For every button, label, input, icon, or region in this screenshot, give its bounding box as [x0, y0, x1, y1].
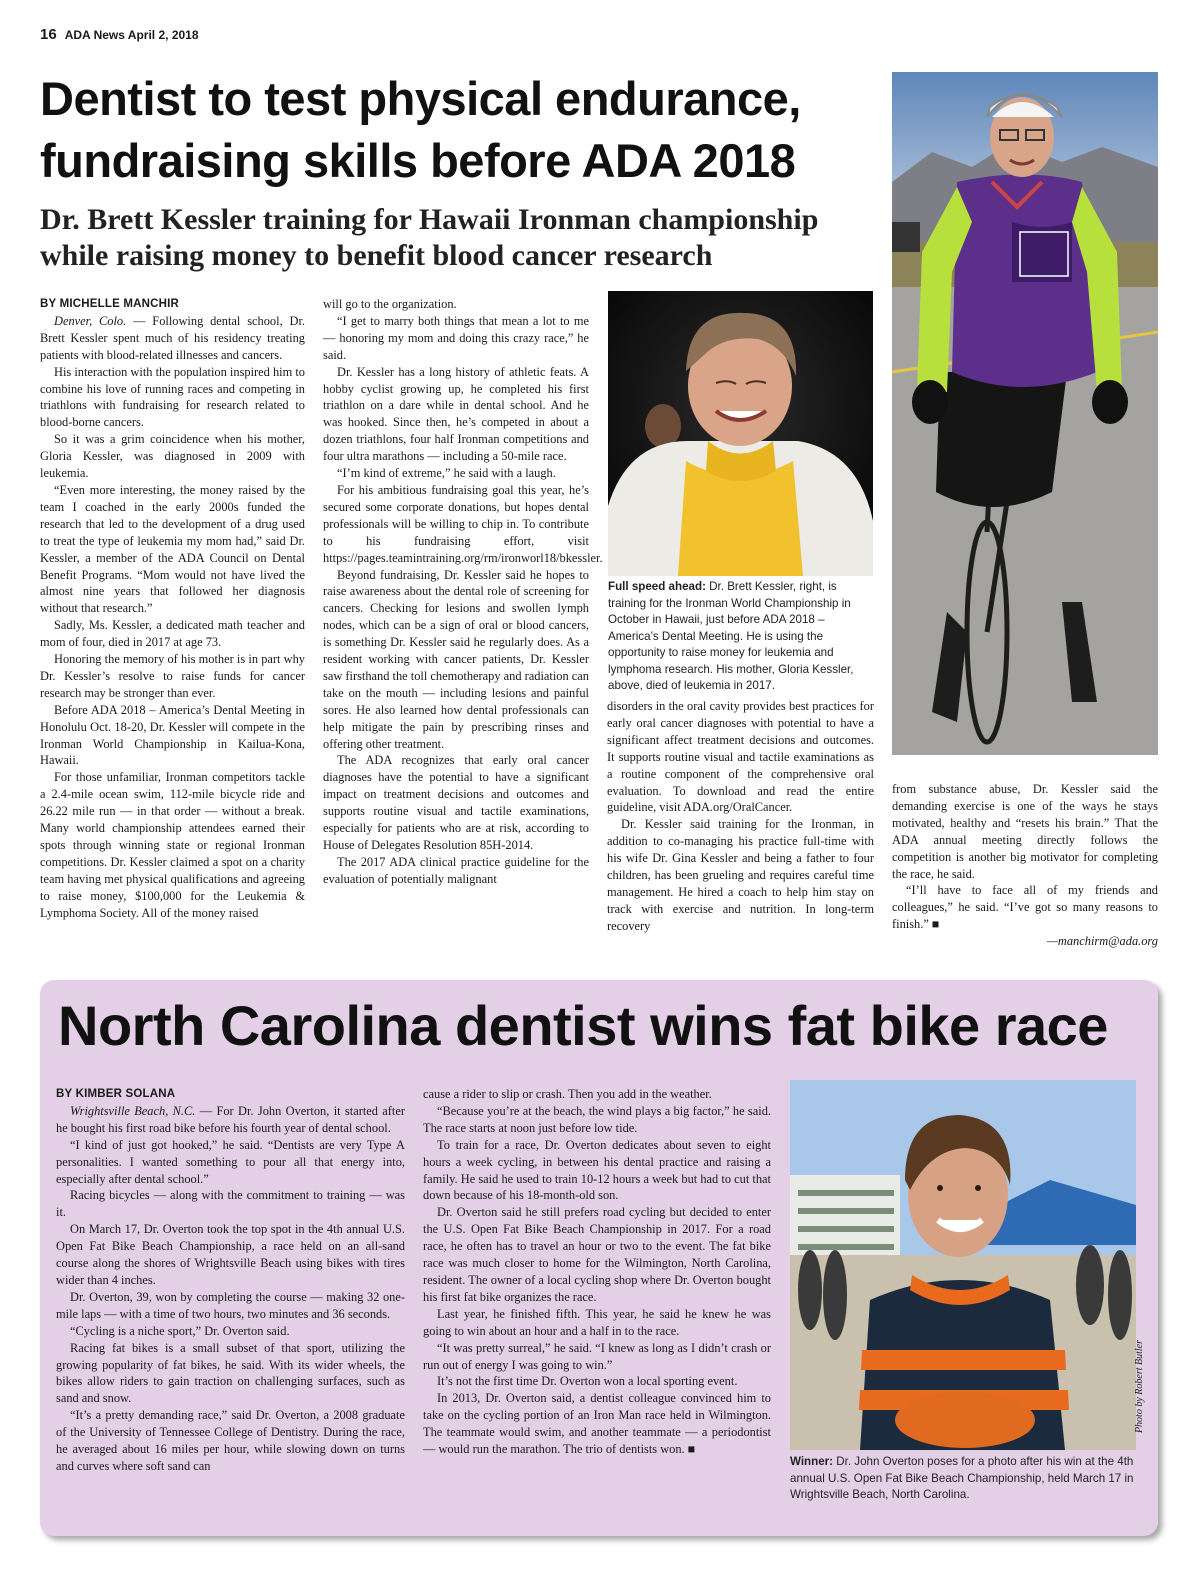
- paragraph: Racing fat bikes is a small subset of that sport, utilizing the growing popularity of fat bikes, he said. With its wider wheels, the bikes allow riders to gain traction on challenging surfaces, such as sand and snow.: [56, 1340, 405, 1406]
- photo-brett-kessler: [892, 72, 1158, 755]
- article2-headline: North Carolina dentist wins fat bike race: [58, 994, 1108, 1057]
- deck-line-2: while raising money to benefit blood cancer research: [40, 239, 713, 272]
- paragraph: Dr. Overton, 39, won by completing the course — making 32 one-mile laps — with a time of two hours, two minutes and 36 seconds.: [56, 1289, 405, 1321]
- caption-lead: Winner:: [790, 1455, 834, 1468]
- page-folio: [40, 26, 199, 43]
- article1-column-2: [323, 296, 603, 888]
- paragraph: For his ambitious fundraising goal this year, he’s secured some corporate donations, but hopes dental professionals will be willing to chip in. To contribute to his fundraising effort, visit https://pages.teamintraining.org/rm/ironworl18/bkessler.: [323, 482, 603, 565]
- paragraph: will go to the organization.: [323, 297, 457, 311]
- author-email: —manchirm@ada.org: [1046, 934, 1158, 949]
- paragraph: cause a rider to slip or crash. Then you add in the weather.: [423, 1087, 712, 1101]
- paragraph: His interaction with the population inspired him to combine his love of running races and competing in triathlons with fundraising for research related to blood-borne cancers.: [40, 364, 305, 430]
- paragraph: Honoring the memory of his mother is in part why Dr. Kessler’s resolve to raise funds for cancer research may be stronger than ever.: [40, 652, 305, 700]
- caption-lead: Full speed ahead:: [608, 580, 706, 593]
- headline-line-1: Dentist to test physical endurance,: [40, 72, 801, 125]
- paragraph: So it was a grim coincidence when his mother, Gloria Kessler, was diagnosed in 2009 with leukemia.: [40, 432, 305, 481]
- headline-line-2: fundraising skills before ADA 2018: [40, 134, 796, 187]
- paragraph: Dr. Overton said he still prefers road cycling but decided to enter the U.S. Open Fat Bike Beach Championship in 2017. For a road race, he often has to travel an hour or two to the event. The fat bike race was much closer to home for the Wilmington, North Carolina, resident. The owner of a local cycling shop where Dr. Overton bought his first fat bike organizes the race.: [423, 1205, 771, 1304]
- paragraph: It’s not the first time Dr. Overton won a local sporting event.: [437, 1374, 738, 1389]
- paragraph: The ADA recognizes that early oral cancer diagnoses have the potential to have a significant impact on treatment decisions and outcomes and supports routine visual and tactile examinations, especially for patients who are at risk, according to House of Delegates Resolution 85H-2014.: [323, 753, 589, 852]
- byline: BY MICHELLE MANCHIR: [40, 298, 180, 310]
- paragraph: In 2013, Dr. Overton said, a dentist colleague convinced him to take on the cycling portion of an Iron Man race held in Wilmington. The teammate would swim, and another teammate — a periodontist — would run the marathon. The trio of dentists won. ■: [423, 1391, 771, 1457]
- article1-column-1: [40, 296, 305, 922]
- byline: BY KIMBER SOLANA: [56, 1088, 176, 1100]
- paragraph: “It’s a pretty demanding race,” said Dr. Overton, a 2008 graduate of the University of Tennessee College of Dentistry. During the race, he averaged about 16 miles per hour, while slowing down on turns and curves where soft sand can: [56, 1408, 405, 1473]
- paragraph: Wrightsville Beach, N.C. — For Dr. John Overton, it started after he bought his first road bike before his fourth year of dental school.: [56, 1103, 405, 1135]
- article1-deck: [40, 202, 880, 274]
- paragraph: “Cycling is a niche sport,” Dr. Overton said.: [70, 1323, 290, 1338]
- winner-illustration: [790, 1080, 1136, 1450]
- paragraph: from substance abuse, Dr. Kessler said the demanding exercise is one of the ways he stays motivated, healthy and “resets his brain.” That the ADA annual meeting directly follows the competition is another big motivator for completing the race, he said.: [892, 782, 1158, 881]
- paragraph: “Because you’re at the beach, the wind plays a big factor,” he said. The race starts at noon just before low tide.: [423, 1103, 771, 1135]
- paragraph: The 2017 ADA clinical practice guideline for the evaluation of potentially malignant: [323, 854, 589, 886]
- paragraph: “I get to marry both things that mean a lot to me — honoring my mom and doing this crazy race,” he said.: [323, 313, 589, 362]
- page-number: 16: [40, 26, 57, 43]
- paragraph: “Even more interesting, the money raised by the team I coached in the early 2000s funded the research that led to the development of a drug used to treat the type of leukemia my mom had,” said Dr. Kessler, a member of the ADA Council on Dental Benefit Programs. “Mom would not have lived the almost nine years that followed her diagnosis without that research.”: [40, 482, 305, 616]
- photo-gloria-kessler: [608, 291, 873, 576]
- paragraph: Dr. Kessler has a long history of athletic feats. A hobby cyclist growing up, he completed his first triathlon on a dare while in dental school. And he was hooked. Since then, he’s competed in about a dozen triathlons, four half Ironman competitions and four ultra marathons — including a 50-mile race.: [323, 364, 589, 464]
- article1-column-4: [892, 781, 1158, 950]
- paragraph: Sadly, Ms. Kessler, a dedicated math teacher and mom of four, died in 2017 at age 73.: [40, 618, 305, 650]
- paragraph: disorders in the oral cavity provides best practices for early oral cancer diagnoses with potential to have a significant affect treatment decisions and outcomes. It supports routine visual and tactile examinations as a routine component of the comprehensive oral evaluation. To download and read the entire guideline, visit ADA.org/OralCancer.: [607, 699, 874, 815]
- paragraph: Beyond fundraising, Dr. Kessler said he hopes to raise awareness about the dental role of screening for cancers. Checking for lesions and swollen lymph nodes, which can be a sign of oral or blood cancers, is something Dr. Kessler said he regularly does. As a resident working with cancer patients, Dr. Kessler saw firsthand the toll chemotherapy and radiation can take on the mouth — including lesions and painful sores. He also learned how dental professionals can help mitigate the pain by prescribing rinses and offering other treatment.: [323, 567, 589, 751]
- paragraph: “It was pretty surreal,” he said. “I knew as long as I didn’t crash or run out of energy I was going to win.”: [423, 1340, 771, 1372]
- paragraph: Denver, Colo. — Following dental school, Dr. Brett Kessler spent much of his residency treating patients with blood-related illnesses and cancers.: [40, 313, 305, 362]
- paragraph: “I’ll have to face all of my friends and colleagues,” he said. “I’ve got so many reasons to finish.” ■: [892, 883, 1158, 932]
- paragraph: Before ADA 2018 – America’s Dental Meeting in Honolulu Oct. 18-20, Dr. Kessler will compete in the Ironman World Championship in Kailua-Kona, Hawaii.: [40, 702, 305, 768]
- paragraph: For those unfamiliar, Ironman competitors tackle a 2.4-mile ocean swim, 112-mile bicycle ride and 26.22 mile run — in that order — without a break. Many world championship attendees earned their spots through winning state or regional Ironman competitions. Dr. Kessler claimed a spot on a charity team having met physical qualifications and agreeing to raise money, $100,000 for the Leukemia & Lymphoma Society. All of the money raised: [40, 770, 305, 920]
- paragraph: Racing bicycles — along with the commitment to training — was it.: [56, 1188, 405, 1220]
- publication-date: ADA News April 2, 2018: [64, 28, 199, 42]
- paragraph: To train for a race, Dr. Overton dedicates about seven to eight hours a week cycling, in between his dental practice and raising a family. He said he used to train 10-12 hours a week but had to cut that down because of his 18-month-old son.: [423, 1137, 771, 1203]
- paragraph: On March 17, Dr. Overton took the top spot in the 4th annual U.S. Open Fat Bike Beach Championship, a race held on an all-sand course along the shores of Wrightsville Beach using bikes with tires wider than 4 inches.: [56, 1222, 405, 1287]
- cyclist-illustration: [892, 72, 1158, 755]
- dateline: Wrightsville Beach, N.C.: [70, 1103, 196, 1118]
- paragraph: Dr. Kessler said training for the Ironman, in addition to co-managing his practice full-time with his wife Dr. Gina Kessler and being a father to four children, has been grueling and requires careful time management. He hired a coach to help him stay on track with exercise and nutrition. In long-term recovery: [607, 817, 874, 933]
- photo-caption-kessler: Full speed ahead: Dr. Brett Kessler, right, is training for the Ironman World Championship in October in Hawaii, just before ADA 2018 – America’s Dental Meeting. He is using the opportunity to raise money for leukemia and lymphoma research. His mother, Gloria Kessler, above, died of leukemia in 2017.: [608, 580, 854, 692]
- photo-credit: Photo by Robert Butler: [1134, 1340, 1145, 1434]
- article1-headline: [40, 68, 880, 192]
- deck-line-1: Dr. Brett Kessler training for Hawaii Ironman championship: [40, 203, 819, 236]
- paragraph: “I’m kind of extreme,” he said with a laugh.: [337, 466, 556, 481]
- paragraph: “I kind of just got hooked,” he said. “Dentists are very Type A personalities. I wanted something to pour all that energy into, especially after dental school.”: [56, 1137, 405, 1186]
- paragraph: Last year, he finished fifth. This year, he said he knew he was going to win about an hour and a half in to the race.: [423, 1306, 771, 1338]
- portrait-illustration: [608, 291, 873, 576]
- article1-column-3: [607, 698, 874, 935]
- article2-column-2: [423, 1086, 771, 1458]
- dateline: Denver, Colo.: [54, 313, 127, 328]
- photo-john-overton: [790, 1080, 1145, 1450]
- photo-caption-overton: Winner: Dr. John Overton poses for a photo after his win at the 4th annual U.S. Open Fat Bike Beach Championship, held March 17 in Wrightsville Beach, North Carolina.: [790, 1455, 1134, 1501]
- article2-column-1: [56, 1086, 405, 1475]
